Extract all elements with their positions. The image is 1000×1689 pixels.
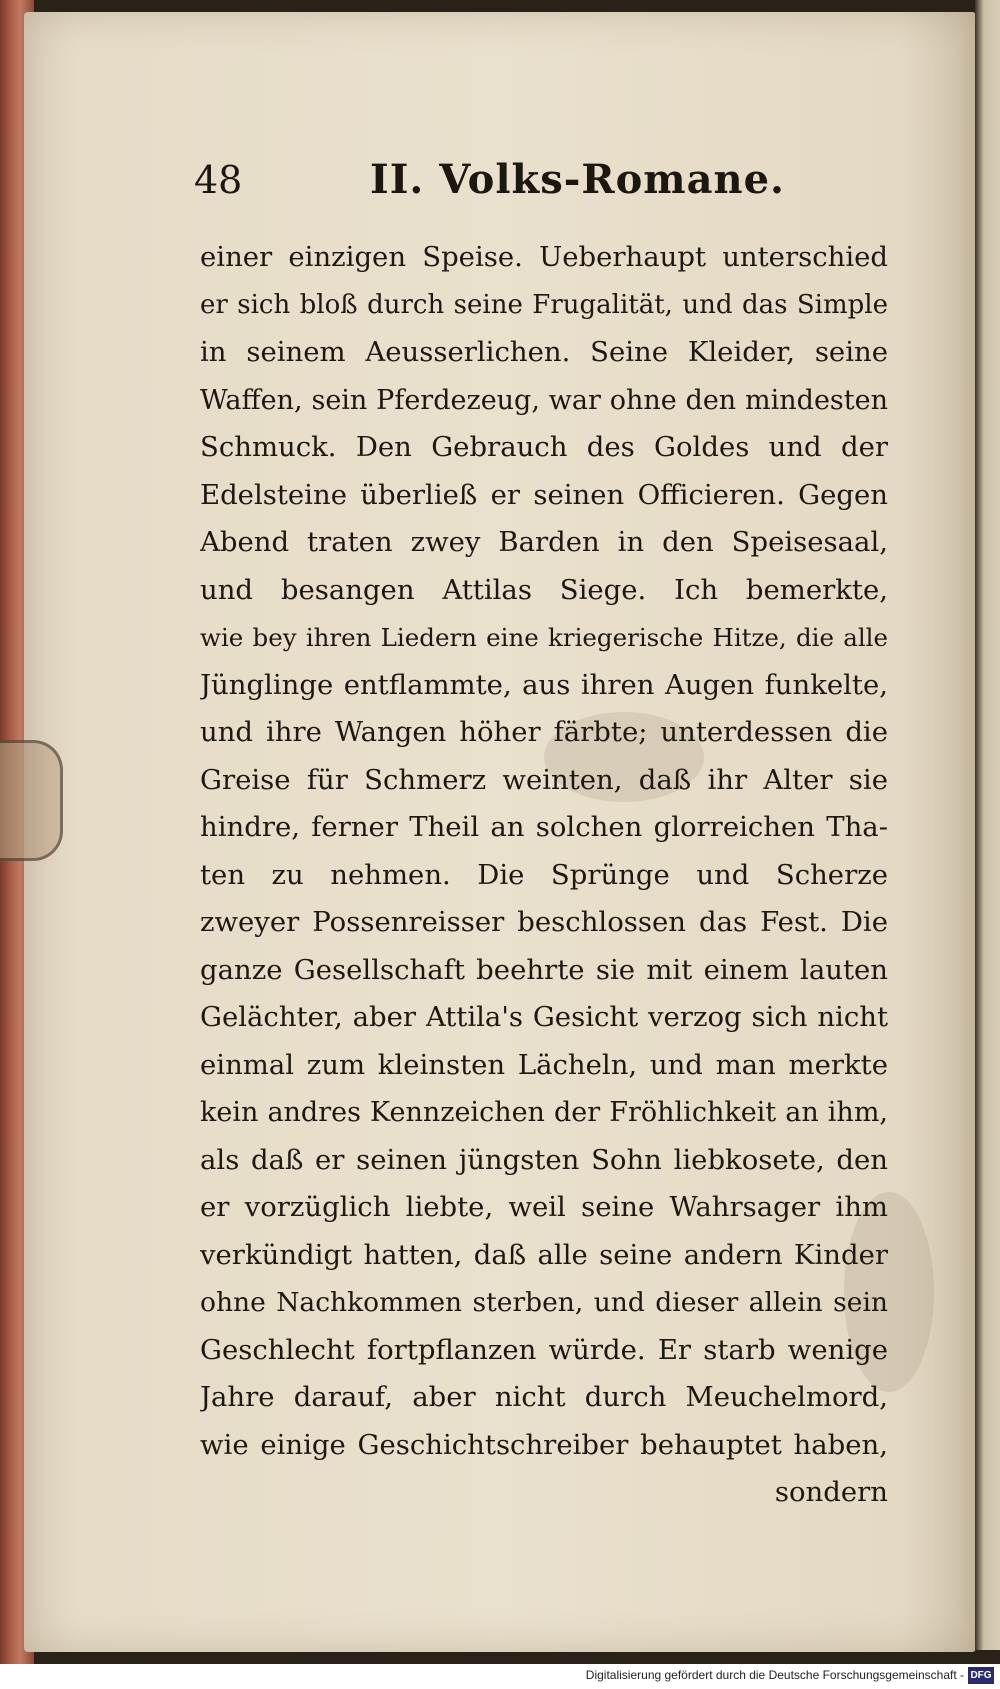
- page-clip: [0, 740, 63, 861]
- text-line: einer einzigen Speise. Ueberhaupt unterschied: [200, 241, 888, 273]
- text-line: zweyer Possenreisser beschlossen das Fest. Die: [200, 906, 888, 938]
- text-line: wie bey ihren Liedern eine kriegerische Hitze, die alle: [200, 623, 888, 652]
- text-line: Gelächter, aber Attila's Gesicht verzog sich nicht: [200, 1001, 888, 1033]
- text-line: und besangen Attilas Siege. Ich bemerkte,: [200, 573, 888, 606]
- text-line: ganze Gesellschaft beehrte sie mit einem lauten: [200, 953, 888, 986]
- text-line: in seinem Aeusserlichen. Seine Kleider, seine: [200, 336, 888, 368]
- text-line: ohne Nachkommen sterben, und dieser allein sein: [200, 1287, 888, 1318]
- text-line: Waffen, sein Pferdezeug, war ohne den mindesten: [200, 384, 888, 416]
- text-line: Jünglinge entflammte, aus ihren Augen funkelte,: [200, 668, 888, 701]
- catchword: sondern: [774, 1476, 888, 1508]
- text-line: als daß er seinen jüngsten Sohn liebkosete, den: [200, 1143, 888, 1176]
- text-line: wie einige Geschichtschreiber behauptet haben,: [200, 1428, 888, 1461]
- text-line: und ihre Wangen höher färbte; unterdessen die: [200, 716, 888, 748]
- text-line: Schmuck. Den Gebrauch des Goldes und der: [200, 431, 888, 463]
- text-line: einmal zum kleinsten Lächeln, und man merkte: [200, 1048, 888, 1081]
- digitization-credit: Digitalisierung gefördert durch die Deutsche Forschungsgemeinschaft -: [585, 1668, 964, 1682]
- text-line: Jahre darauf, aber nicht durch Meuchelmord,: [200, 1381, 888, 1413]
- text-line: ten zu nehmen. Die Sprünge und Scherze: [200, 858, 888, 891]
- text-line: Abend traten zwey Barden in den Speisesaal,: [200, 526, 888, 558]
- text-line: Edelsteine überließ er seinen Officieren. Gegen: [200, 478, 888, 511]
- page-header: [194, 158, 894, 218]
- text-line: Geschlecht fortpflanzen würde. Er starb wenige: [200, 1333, 888, 1366]
- body-text: [200, 234, 888, 1517]
- footer-bar: [0, 1664, 1000, 1689]
- text-line: hindre, ferner Theil an solchen glorreichen Tha-: [200, 811, 888, 843]
- running-title: II. Volks-Romane.: [370, 156, 785, 203]
- dfg-logo-icon: DFG: [968, 1667, 994, 1684]
- adjacent-page-edge: [975, 0, 1000, 1650]
- text-line: verkündigt hatten, daß alle seine andern Kinder: [200, 1238, 888, 1271]
- text-line: kein andres Kennzeichen der Fröhlichkeit an ihm,: [200, 1097, 888, 1128]
- text-line: er vorzüglich liebte, weil seine Wahrsager ihm: [200, 1191, 888, 1223]
- text-line: Greise für Schmerz weinten, daß ihr Alter sie: [200, 763, 888, 796]
- text-line: er sich bloß durch seine Frugalität, und das Simple: [200, 289, 888, 320]
- page-number: 48: [194, 158, 243, 202]
